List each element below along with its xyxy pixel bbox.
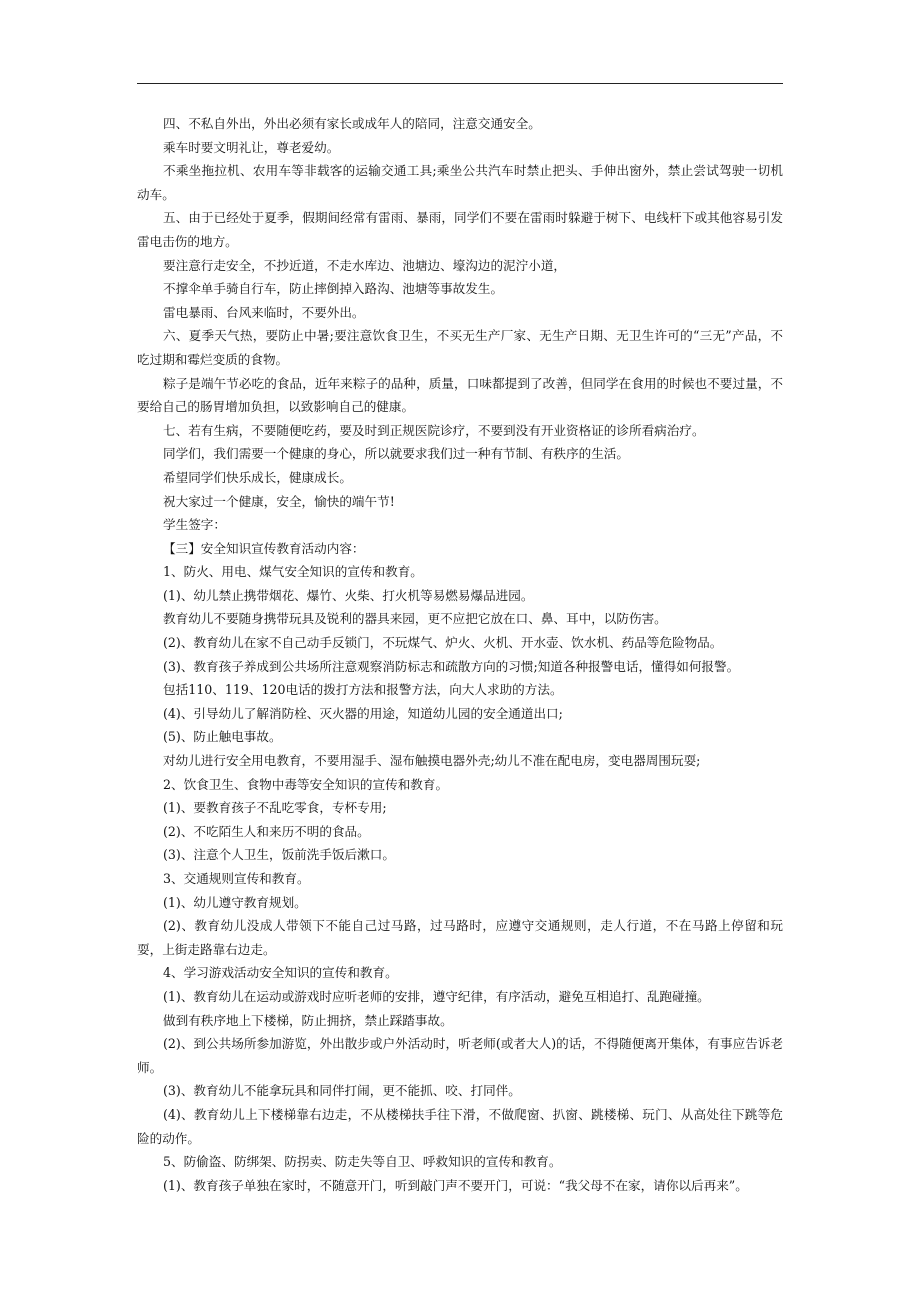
paragraph: 同学们，我们需要一个健康的身心，所以就要求我们过一种有节制、有秩序的生活。 (163, 446, 629, 462)
paragraph: 5、防偷盗、防绑架、防拐卖、防走失等自卫、呼救知识的宣传和教育。 (163, 1154, 562, 1170)
paragraph: 不撑伞单手骑自行车，防止摔倒掉入路沟、池塘等事故发生。 (163, 281, 504, 297)
paragraph: 要注意行走安全，不抄近道，不走水库边、池塘边、壕沟边的泥泞小道， (163, 257, 566, 273)
header-rule (137, 83, 783, 84)
paragraph: (4)、引导幼儿了解消防栓、灭火器的用途，知道幼儿园的安全通道出口; (163, 705, 563, 721)
paragraph: 对幼儿进行安全用电教育，不要用湿手、湿布触摸电器外壳;幼儿不准在配电房，变电器周围玩耍; (163, 753, 701, 769)
paragraph: (1)、幼儿遵守教育规划。 (163, 894, 307, 910)
paragraph: (2)、到公共场所参加游览，外出散步或户外活动时，听老师(或者大人)的话，不得随便离开集体，有事应告诉老师。 (137, 1036, 783, 1075)
paragraph: 不乘坐拖拉机、农用车等非载客的运输交通工具;乘坐公共汽车时禁止把头、手伸出窗外，禁止尝试驾驶一切机动车。 (137, 163, 783, 202)
paragraph: (2)、不吃陌生人和来历不明的食品。 (163, 823, 370, 839)
paragraph: 粽子是端午节必吃的食品，近年来粽子的品种，质量，口味都提到了改善，但同学在食用的时候也不要过量，不要给自己的肠胃增加负担，以致影响自己的健康。 (137, 375, 783, 415)
paragraph: 学生签字： (163, 517, 226, 533)
paragraph: 六、夏季天气热，要防止中暑;要注意饮食卫生，不买无生产厂家、无生产日期、无卫生许可的“三无”产品，不吃过期和霉烂变质的食物。 (137, 328, 783, 367)
paragraph: 2、饮食卫生、食物中毒等安全知识的宣传和教育。 (163, 776, 449, 792)
paragraph: 1、防火、用电、煤气安全知识的宣传和教育。 (163, 564, 423, 580)
paragraph: 4、学习游戏活动安全知识的宣传和教育。 (163, 965, 398, 981)
paragraph: (3)、教育孩子养成到公共场所注意观察消防标志和疏散方向的习惯;知道各种报警电话，懂得如何报警。 (163, 658, 740, 674)
section-heading: 【三】安全知识宣传教育活动内容： (163, 540, 365, 556)
paragraph: 七、若有生病，不要随便吃药，要及时到正规医院诊疗，不要到没有开业资格证的诊所看病治疗。 (163, 422, 705, 438)
paragraph: 五、由于已经处于夏季，假期间经常有雷雨、暴雨，同学们不要在雷雨时躲避于树下、电线杆下或其他容易引发雷电击伤的地方。 (137, 210, 783, 249)
paragraph: (5)、防止触电事故。 (163, 729, 282, 745)
paragraph: 做到有秩序地上下楼梯，防止拥挤，禁止踩踏事故。 (163, 1012, 453, 1028)
paragraph: 教育幼儿不要随身携带玩具及锐利的器具来园，更不应把它放在口、鼻、耳中，以防伤害。 (163, 611, 667, 627)
paragraph: (3)、教育幼儿不能拿玩具和同伴打闹，更不能抓、咬、打同伴。 (163, 1083, 521, 1099)
paragraph: 祝大家过一个健康，安全，愉快的端午节! (163, 493, 395, 509)
paragraph: (4)、教育幼儿上下楼梯靠右边走，不从楼梯扶手往下滑，不做爬窗、扒窗、跳楼梯、玩门、从高处往下跳等危险的动作。 (137, 1106, 783, 1146)
paragraph: (2)、教育幼儿在家不自己动手反锁门，不玩煤气、炉火、火机、开水壶、饮水机、药品等危险物品。 (163, 635, 723, 651)
document-body (137, 112, 783, 1197)
paragraph: 乘车时要文明礼让，尊老爱幼。 (163, 139, 340, 155)
paragraph: 雷电暴雨、台风来临时，不要外出。 (163, 304, 365, 320)
paragraph: (1)、教育幼儿在运动或游戏时应听老师的安排，遵守纪律，有序活动，避免互相追打、乱跑碰撞。 (163, 988, 710, 1004)
paragraph: 包括110、119、120电话的拨打方法和报警方法，向大人求助的方法。 (163, 682, 563, 698)
paragraph: (2)、教育幼儿没成人带领下不能自己过马路，过马路时，应遵守交通规则，走人行道，不在马路上停留和玩耍，上街走路靠右边走。 (137, 918, 783, 957)
paragraph: (1)、教育孩子单独在家时，不随意开门，听到敲门声不要开门，可说：“我父母不在家，请你以后再来”。 (163, 1177, 748, 1193)
paragraph: 四、不私自外出，外出必须有家长或成年人的陪同，注意交通安全。 (163, 116, 541, 131)
paragraph: 希望同学们快乐成长，健康成长。 (163, 469, 352, 485)
paragraph: 3、交通规则宣传和教育。 (163, 871, 310, 886)
paragraph: (1)、要教育孩子不乱吃零食，专杯专用; (163, 800, 387, 816)
paragraph: (1)、幼儿禁止携带烟花、爆竹、火柴、打火机等易燃易爆品进园。 (163, 587, 534, 603)
paragraph: (3)、注意个人卫生，饭前洗手饭后漱口。 (163, 847, 395, 863)
